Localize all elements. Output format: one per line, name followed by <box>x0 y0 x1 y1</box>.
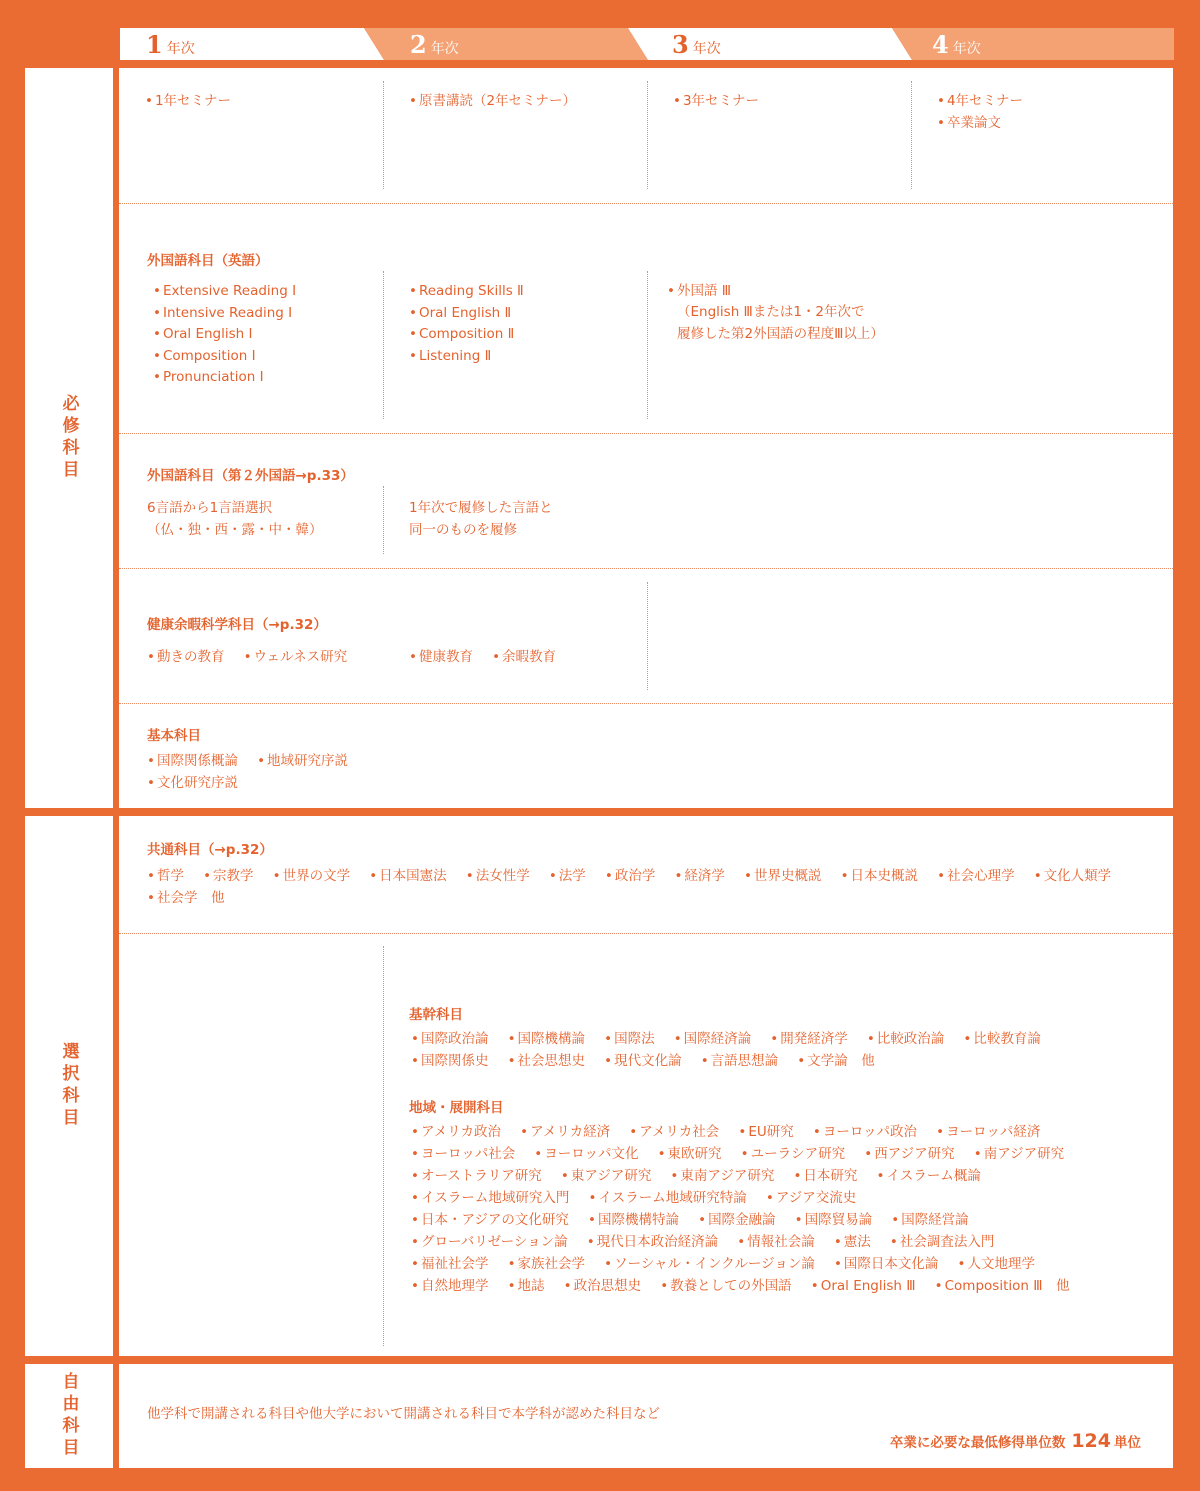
list-item: • 外国語 Ⅲ <box>667 281 731 303</box>
list-item: • Intensive Reading Ⅰ <box>153 303 296 325</box>
list-item: • 社会調査法入門 <box>890 1232 994 1254</box>
list-item: • ヨーロッパ文化 <box>534 1144 638 1166</box>
list-item: • 国際機構論 <box>508 1029 585 1051</box>
free-panel <box>119 1364 1173 1468</box>
foreign-english-year1 <box>153 281 296 389</box>
basic-row1 <box>147 750 1147 773</box>
list-item: • Reading Skills Ⅱ <box>409 281 524 303</box>
list-item: • 政治学 <box>605 866 655 888</box>
list-item: • 国際関係史 <box>411 1051 488 1073</box>
list-item: • 国際貿易論 <box>795 1210 872 1232</box>
seminar-year3 <box>673 91 759 113</box>
list-item: • 法学 <box>549 866 586 888</box>
regional-row3 <box>411 1165 1151 1188</box>
credits-label: 卒業に必要な最低修得単位数 <box>889 1435 1066 1451</box>
regional-row4 <box>411 1187 1151 1210</box>
column-divider <box>911 81 912 189</box>
list-item: • 国際経済論 <box>674 1029 751 1051</box>
list-item: • Oral English Ⅱ <box>409 303 524 325</box>
list-item: • 動きの教育 <box>147 647 224 669</box>
foreign-english-note <box>677 302 884 345</box>
list-item: • Composition Ⅱ <box>409 324 524 346</box>
regional-row1 <box>411 1121 1151 1144</box>
list-item: • Oral English Ⅲ <box>811 1276 916 1298</box>
row-divider <box>119 203 1173 204</box>
foreign-english-year2 <box>409 281 524 367</box>
year-header-arrows <box>120 28 1174 60</box>
health-year2 <box>409 646 639 669</box>
year-1-label <box>146 30 195 60</box>
text-line: 同一のものを履修 <box>409 521 517 538</box>
core-title: 基幹科目 <box>409 1007 463 1023</box>
year-header <box>120 28 1174 60</box>
list-item: • 文学論 他 <box>797 1051 874 1073</box>
year-3-label <box>672 30 721 60</box>
list-item: • 国際日本文化論 <box>834 1254 938 1276</box>
row-divider <box>119 933 1173 934</box>
list-item: • 地誌 <box>508 1276 545 1298</box>
list-item: • 卒業論文 <box>937 113 1023 135</box>
regional-row6 <box>411 1231 1151 1254</box>
list-item: • 日本史概説 <box>841 866 918 888</box>
list-item: • 4年セミナー <box>937 91 1023 113</box>
list-item: • 宗教学 <box>203 866 253 888</box>
common-title: 共通科目（→p.32） <box>147 842 273 858</box>
list-item: • ソーシャル・インクルージョン論 <box>604 1254 815 1276</box>
basic-title: 基本科目 <box>147 728 201 744</box>
column-divider <box>383 946 384 1346</box>
list-item: • 日本・アジアの文化研究 <box>411 1210 569 1232</box>
regional-row8 <box>411 1275 1151 1298</box>
list-item: • 社会思想史 <box>508 1051 585 1073</box>
list-item: • 社会学 他 <box>147 888 224 910</box>
list-item: • 西アジア研究 <box>864 1144 954 1166</box>
list-item: • EU研究 <box>738 1122 793 1144</box>
credits-unit: 単位 <box>1114 1435 1141 1451</box>
list-item: • 社会心理学 <box>937 866 1014 888</box>
list-item: • ユーラシア研究 <box>741 1144 845 1166</box>
list-item: • グローバリゼーション論 <box>411 1232 568 1254</box>
note-line: 履修した第2外国語の程度Ⅲ以上） <box>677 325 884 342</box>
list-item: • オーストラリア研究 <box>411 1166 542 1188</box>
list-item: • 教養としての外国語 <box>660 1276 791 1298</box>
seminar-year4 <box>937 91 1023 134</box>
year-suffix: 年次 <box>166 41 195 57</box>
list-item: • アメリカ社会 <box>629 1122 719 1144</box>
list-item: • 日本研究 <box>793 1166 857 1188</box>
list-item: • 東南アジア研究 <box>670 1166 774 1188</box>
list-item: • 1年セミナー <box>145 91 231 113</box>
common-row2 <box>147 887 1147 910</box>
foreign-english-title: 外国語科目（英語） <box>147 253 269 269</box>
list-item: • Listening Ⅱ <box>409 346 524 368</box>
list-item: • 言語思想論 <box>701 1051 778 1073</box>
regional-row7 <box>411 1253 1151 1276</box>
list-item: • 経済学 <box>674 866 724 888</box>
year-number: 2 <box>410 30 427 59</box>
year-number: 3 <box>672 30 689 59</box>
list-item: • 日本国憲法 <box>369 866 446 888</box>
column-divider <box>647 582 648 690</box>
basic-row2 <box>147 772 1147 795</box>
list-item: • ヨーロッパ社会 <box>411 1144 515 1166</box>
list-item: • 情報社会論 <box>737 1232 814 1254</box>
list-item: • 比較教育論 <box>963 1029 1040 1051</box>
list-item: • イスラーム地域研究入門 <box>411 1188 569 1210</box>
year-3-tab <box>628 28 912 60</box>
list-item: • 現代日本政治経済論 <box>587 1232 718 1254</box>
year-suffix: 年次 <box>952 41 981 57</box>
text-line: 6言語から1言語選択 <box>147 500 273 516</box>
second-language-year1 <box>147 498 323 541</box>
list-item: • 国際政治論 <box>411 1029 488 1051</box>
regional-title: 地域・展開科目 <box>409 1100 504 1116</box>
list-item: • ウェルネス研究 <box>244 647 348 669</box>
list-item: • 国際法 <box>604 1029 654 1051</box>
year-2-label <box>410 30 459 60</box>
core-row1 <box>411 1028 1151 1051</box>
second-language-year2 <box>409 498 553 541</box>
elective-panel <box>119 816 1173 1356</box>
list-item: • 比較政治論 <box>867 1029 944 1051</box>
elective-label-text: 選択科目 <box>58 1042 79 1130</box>
year-suffix: 年次 <box>430 41 459 57</box>
list-item: • ヨーロッパ政治 <box>813 1122 917 1144</box>
list-item: • 法女性学 <box>466 866 530 888</box>
list-item: • ヨーロッパ経済 <box>936 1122 1040 1144</box>
free-section-label <box>25 1364 113 1468</box>
list-item: • 健康教育 <box>409 647 473 669</box>
elective-section-label <box>25 816 113 1356</box>
column-divider <box>383 81 384 189</box>
required-section-label <box>25 68 113 808</box>
list-item: • 政治思想史 <box>564 1276 641 1298</box>
list-item: • Composition Ⅰ <box>153 346 296 368</box>
column-divider <box>647 271 648 419</box>
list-item: • イスラーム概論 <box>877 1166 981 1188</box>
list-item: • 福祉社会学 <box>411 1254 488 1276</box>
list-item: • 国際機構特論 <box>588 1210 679 1232</box>
row-divider <box>119 433 1173 434</box>
year-number: 1 <box>146 30 163 59</box>
year-2-tab <box>364 28 648 60</box>
text-line: （仏・独・西・露・中・韓） <box>147 521 323 538</box>
list-item: • Pronunciation Ⅰ <box>153 367 296 389</box>
list-item: • Composition Ⅲ 他 <box>935 1276 1070 1298</box>
seminar-year2 <box>409 91 576 113</box>
list-item: • アメリカ政治 <box>411 1122 501 1144</box>
list-item: • 文化人類学 <box>1034 866 1111 888</box>
text-line: 1年次で履修した言語と <box>409 500 553 516</box>
list-item: • 余暇教育 <box>492 647 556 669</box>
list-item: • 開発経済学 <box>770 1029 847 1051</box>
list-item: • アメリカ経済 <box>520 1122 610 1144</box>
required-label-text: 必修科目 <box>58 394 79 482</box>
note-line: （English Ⅲまたは1・2年次で <box>677 304 865 320</box>
year-4-label <box>932 30 981 60</box>
row-divider <box>119 703 1173 704</box>
list-item: • 現代文化論 <box>604 1051 681 1073</box>
common-row1 <box>147 865 1147 888</box>
column-divider <box>647 81 648 189</box>
health-year1 <box>147 646 387 669</box>
list-item: • 原書講読（2年セミナー） <box>409 91 576 113</box>
free-description: 他学科で開講される科目や他大学において開講される科目で本学科が認めた科目など <box>147 1406 660 1422</box>
year-suffix: 年次 <box>692 41 721 57</box>
list-item: • 国際経営論 <box>891 1210 968 1232</box>
list-item: • Oral English Ⅰ <box>153 324 296 346</box>
core-row2 <box>411 1050 1151 1073</box>
free-label-text: 自由科目 <box>58 1372 79 1460</box>
list-item: • 世界の文学 <box>273 866 350 888</box>
list-item: • 自然地理学 <box>411 1276 488 1298</box>
list-item: • 東欧研究 <box>658 1144 722 1166</box>
list-item: • 東アジア研究 <box>561 1166 651 1188</box>
second-language-title: 外国語科目（第２外国語→p.33） <box>147 468 354 484</box>
list-item: • 国際金融論 <box>698 1210 775 1232</box>
column-divider <box>383 271 384 419</box>
list-item: • 人文地理学 <box>958 1254 1035 1276</box>
graduation-credits <box>890 1430 1141 1452</box>
regional-row2 <box>411 1143 1151 1166</box>
seminar-year1 <box>145 91 231 113</box>
list-item: • 家族社会学 <box>508 1254 585 1276</box>
credits-value: 124 <box>1071 1430 1111 1452</box>
row-divider <box>119 568 1173 569</box>
list-item: • イスラーム地域研究特論 <box>588 1188 746 1210</box>
health-title: 健康余暇科学科目（→p.32） <box>147 617 327 633</box>
list-item: • 国際関係概論 <box>147 751 238 773</box>
year-number: 4 <box>932 30 949 59</box>
list-item: • アジア交流史 <box>766 1188 856 1210</box>
list-item: • 3年セミナー <box>673 91 759 113</box>
list-item: • Extensive Reading Ⅰ <box>153 281 296 303</box>
list-item: • 哲学 <box>147 866 184 888</box>
list-item: • 地域研究序説 <box>257 751 348 773</box>
regional-row5 <box>411 1209 1151 1232</box>
required-panel <box>119 68 1173 808</box>
foreign-english-year3 <box>667 281 731 303</box>
list-item: • 南アジア研究 <box>974 1144 1064 1166</box>
list-item: • 世界史概説 <box>744 866 821 888</box>
list-item: • 憲法 <box>834 1232 871 1254</box>
column-divider <box>383 486 384 554</box>
list-item: • 文化研究序説 <box>147 773 238 795</box>
